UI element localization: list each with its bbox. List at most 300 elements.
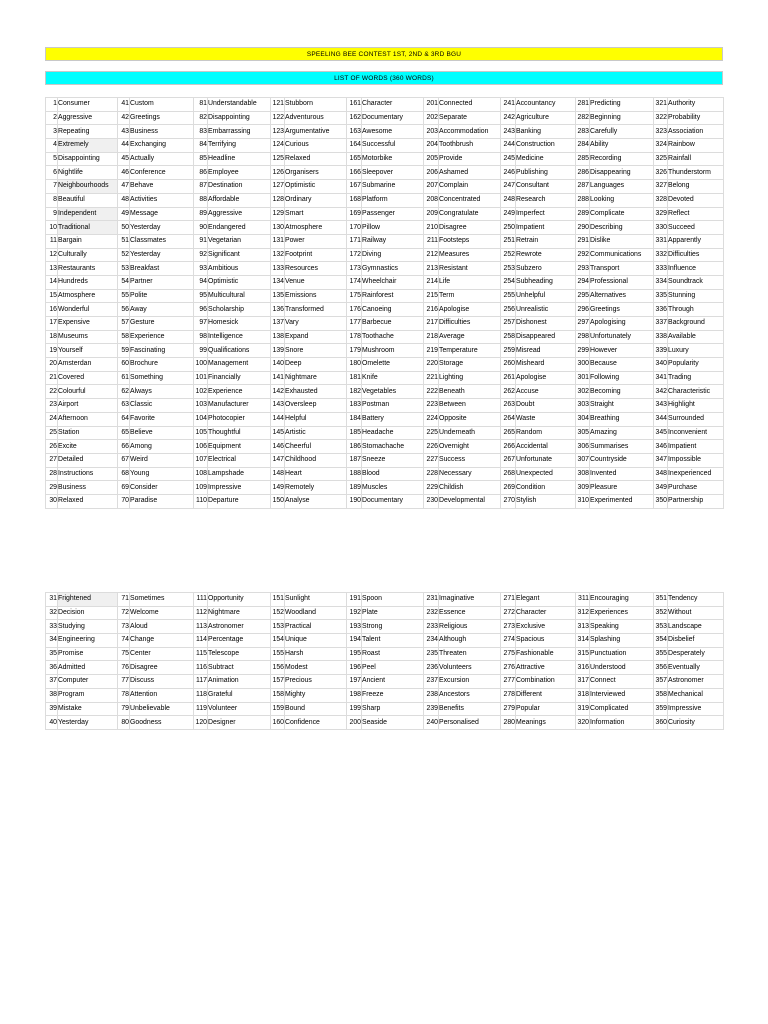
word-number: 180: [347, 358, 362, 372]
word-number: 292: [576, 248, 590, 262]
word-cell: Deep: [285, 358, 347, 372]
word-number: 296: [576, 303, 590, 317]
word-cell: Authority: [668, 98, 724, 112]
word-cell: Gesture: [130, 317, 194, 331]
word-cell: Venue: [285, 275, 347, 289]
word-cell: Breakfast: [130, 262, 194, 276]
word-cell: Breathing: [590, 412, 654, 426]
word-number: 325: [654, 152, 668, 166]
word-number: 188: [347, 467, 362, 481]
word-cell: Atmosphere: [285, 221, 347, 235]
word-cell: Amazing: [590, 426, 654, 440]
word-cell: Emissions: [285, 289, 347, 303]
word-cell: Temperature: [439, 344, 501, 358]
word-cell: Subheading: [516, 275, 576, 289]
word-number: 123: [271, 125, 285, 139]
word-cell: Nightmare: [208, 606, 271, 620]
word-number: 52: [118, 248, 130, 262]
word-cell: Concentrated: [439, 193, 501, 207]
word-number: 245: [501, 152, 516, 166]
word-number: 339: [654, 344, 668, 358]
word-number: 193: [347, 620, 362, 634]
word-cell: Difficulties: [439, 317, 501, 331]
word-cell: Plate: [362, 606, 424, 620]
word-number: 215: [424, 289, 439, 303]
word-cell: Aggressive: [58, 111, 118, 125]
word-number: 17: [46, 317, 58, 331]
word-number: 112: [194, 606, 208, 620]
word-table-block-1: [45, 97, 724, 509]
word-cell: Accidental: [516, 440, 576, 454]
word-number: 269: [501, 481, 516, 495]
word-number: 228: [424, 467, 439, 481]
word-cell: Desperately: [668, 647, 724, 661]
word-number: 142: [271, 385, 285, 399]
word-number: 329: [654, 207, 668, 221]
word-number: 222: [424, 385, 439, 399]
word-number: 135: [271, 289, 285, 303]
word-number: 204: [424, 139, 439, 153]
word-number: 81: [194, 98, 208, 112]
word-cell: Instructions: [58, 467, 118, 481]
word-cell: Amsterdan: [58, 358, 118, 372]
word-cell: Rainfall: [668, 152, 724, 166]
word-number: 344: [654, 412, 668, 426]
word-number: 352: [654, 606, 668, 620]
word-cell: Alternatives: [590, 289, 654, 303]
word-number: 53: [118, 262, 130, 276]
table-row: [46, 675, 724, 689]
word-cell: Culturally: [58, 248, 118, 262]
word-cell: Overnight: [439, 440, 501, 454]
word-cell: Apologising: [590, 317, 654, 331]
word-number: 232: [424, 606, 439, 620]
word-number: 324: [654, 139, 668, 153]
word-number: 113: [194, 620, 208, 634]
word-cell: Optimistic: [285, 180, 347, 194]
word-cell: Connect: [590, 675, 654, 689]
word-cell: Destination: [208, 180, 271, 194]
word-cell: Detailed: [58, 453, 118, 467]
word-number: 89: [194, 207, 208, 221]
word-cell: Footsteps: [439, 234, 501, 248]
word-cell: Financially: [208, 371, 271, 385]
word-number: 237: [424, 675, 439, 689]
word-cell: Luxury: [668, 344, 724, 358]
word-number: 140: [271, 358, 285, 372]
word-cell: Roast: [362, 647, 424, 661]
word-number: 341: [654, 371, 668, 385]
word-number: 199: [347, 702, 362, 716]
word-number: 18: [46, 330, 58, 344]
word-number: 136: [271, 303, 285, 317]
word-cell: Astronomer: [208, 620, 271, 634]
word-cell: Stomachache: [362, 440, 424, 454]
word-number: 107: [194, 453, 208, 467]
word-cell: Attention: [130, 688, 194, 702]
table-row: [46, 481, 724, 495]
word-cell: Knife: [362, 371, 424, 385]
word-number: 244: [501, 139, 516, 153]
word-number: 211: [424, 234, 439, 248]
word-cell: Practical: [285, 620, 347, 634]
word-number: 307: [576, 453, 590, 467]
word-number: 261: [501, 371, 516, 385]
word-cell: Impatient: [668, 440, 724, 454]
word-number: 129: [271, 207, 285, 221]
word-cell: Stubborn: [285, 98, 347, 112]
table-row: [46, 412, 724, 426]
word-cell: Pillow: [362, 221, 424, 235]
word-cell: Optimistic: [208, 275, 271, 289]
word-cell: Vary: [285, 317, 347, 331]
word-number: 227: [424, 453, 439, 467]
word-cell: Astronomer: [668, 675, 724, 689]
word-cell: Understood: [590, 661, 654, 675]
word-cell: Necessary: [439, 467, 501, 481]
word-cell: Summarises: [590, 440, 654, 454]
table-row: [46, 152, 724, 166]
word-cell: Disbelief: [668, 634, 724, 648]
word-number: 103: [194, 399, 208, 413]
word-number: 105: [194, 426, 208, 440]
table-row: [46, 303, 724, 317]
word-number: 300: [576, 358, 590, 372]
word-number: 99: [194, 344, 208, 358]
word-cell: Popularity: [668, 358, 724, 372]
word-number: 165: [347, 152, 362, 166]
word-number: 158: [271, 688, 285, 702]
word-number: 288: [576, 193, 590, 207]
word-cell: Awesome: [362, 125, 424, 139]
word-number: 75: [118, 647, 130, 661]
word-cell: Freeze: [362, 688, 424, 702]
word-cell: Storage: [439, 358, 501, 372]
word-number: 192: [347, 606, 362, 620]
word-cell: Mechanical: [668, 688, 724, 702]
word-cell: Through: [668, 303, 724, 317]
word-cell: Character: [516, 606, 576, 620]
word-number: 284: [576, 139, 590, 153]
word-cell: Engineering: [58, 634, 118, 648]
word-cell: Disagree: [130, 661, 194, 675]
word-cell: Sunlight: [285, 593, 347, 607]
word-number: 275: [501, 647, 516, 661]
word-cell: Embarrassing: [208, 125, 271, 139]
word-cell: Lighting: [439, 371, 501, 385]
word-number: 59: [118, 344, 130, 358]
word-number: 69: [118, 481, 130, 495]
word-number: 267: [501, 453, 516, 467]
word-number: 233: [424, 620, 439, 634]
word-cell: Confidence: [285, 716, 347, 730]
word-cell: Congratulate: [439, 207, 501, 221]
word-number: 250: [501, 221, 516, 235]
word-number: 153: [271, 620, 285, 634]
word-number: 273: [501, 620, 516, 634]
word-cell: Expensive: [58, 317, 118, 331]
word-cell: Toothache: [362, 330, 424, 344]
table-row: [46, 262, 724, 276]
table-row: [46, 453, 724, 467]
word-cell: Behave: [130, 180, 194, 194]
word-cell: Apologise: [439, 303, 501, 317]
word-number: 144: [271, 412, 285, 426]
word-cell: Professional: [590, 275, 654, 289]
word-cell: Intelligence: [208, 330, 271, 344]
word-cell: Tendency: [668, 593, 724, 607]
word-number: 97: [194, 317, 208, 331]
word-number: 31: [46, 593, 58, 607]
word-cell: Fascinating: [130, 344, 194, 358]
word-number: 186: [347, 440, 362, 454]
word-cell: Combination: [516, 675, 576, 689]
word-cell: Predicting: [590, 98, 654, 112]
word-number: 44: [118, 139, 130, 153]
word-cell: Exchanging: [130, 139, 194, 153]
word-number: 21: [46, 371, 58, 385]
word-number: 231: [424, 593, 439, 607]
word-cell: Discuss: [130, 675, 194, 689]
word-number: 174: [347, 275, 362, 289]
word-cell: Actually: [130, 152, 194, 166]
word-number: 326: [654, 166, 668, 180]
word-number: 119: [194, 702, 208, 716]
word-cell: Mushroom: [362, 344, 424, 358]
word-number: 276: [501, 661, 516, 675]
word-number: 73: [118, 620, 130, 634]
word-cell: Stunning: [668, 289, 724, 303]
word-cell: Affordable: [208, 193, 271, 207]
word-cell: Heart: [285, 467, 347, 481]
word-cell: Thoughtful: [208, 426, 271, 440]
word-number: 189: [347, 481, 362, 495]
word-number: 72: [118, 606, 130, 620]
word-number: 294: [576, 275, 590, 289]
word-number: 71: [118, 593, 130, 607]
word-number: 206: [424, 166, 439, 180]
word-cell: Ability: [590, 139, 654, 153]
word-number: 295: [576, 289, 590, 303]
table-row: [46, 620, 724, 634]
word-number: 347: [654, 453, 668, 467]
word-cell: Popular: [516, 702, 576, 716]
word-number: 253: [501, 262, 516, 276]
word-number: 171: [347, 234, 362, 248]
word-number: 286: [576, 166, 590, 180]
word-cell: Equipment: [208, 440, 271, 454]
word-number: 305: [576, 426, 590, 440]
word-cell: Religious: [439, 620, 501, 634]
word-cell: Character: [362, 98, 424, 112]
table-row: [46, 248, 724, 262]
word-number: 4: [46, 139, 58, 153]
word-number: 27: [46, 453, 58, 467]
word-number: 79: [118, 702, 130, 716]
word-cell: Complicated: [590, 702, 654, 716]
word-number: 224: [424, 412, 439, 426]
word-number: 7: [46, 180, 58, 194]
word-number: 10: [46, 221, 58, 235]
word-cell: Atmosphere: [58, 289, 118, 303]
word-cell: Classmates: [130, 234, 194, 248]
word-number: 247: [501, 180, 516, 194]
word-cell: Benefits: [439, 702, 501, 716]
word-number: 315: [576, 647, 590, 661]
word-number: 248: [501, 193, 516, 207]
word-cell: Percentage: [208, 634, 271, 648]
word-number: 162: [347, 111, 362, 125]
word-cell: Animation: [208, 675, 271, 689]
word-cell: Repeating: [58, 125, 118, 139]
word-number: 342: [654, 385, 668, 399]
word-cell: Center: [130, 647, 194, 661]
word-number: 255: [501, 289, 516, 303]
word-cell: Languages: [590, 180, 654, 194]
word-number: 101: [194, 371, 208, 385]
word-number: 191: [347, 593, 362, 607]
word-cell: Experiences: [590, 606, 654, 620]
word-cell: Classic: [130, 399, 194, 413]
word-cell: Talent: [362, 634, 424, 648]
word-number: 33: [46, 620, 58, 634]
word-cell: Impressive: [208, 481, 271, 495]
word-number: 293: [576, 262, 590, 276]
word-cell: Station: [58, 426, 118, 440]
word-number: 345: [654, 426, 668, 440]
word-cell: Designer: [208, 716, 271, 730]
word-cell: Different: [516, 688, 576, 702]
word-number: 238: [424, 688, 439, 702]
word-cell: Sleepover: [362, 166, 424, 180]
word-number: 122: [271, 111, 285, 125]
word-number: 327: [654, 180, 668, 194]
word-number: 43: [118, 125, 130, 139]
word-cell: Consumer: [58, 98, 118, 112]
word-number: 221: [424, 371, 439, 385]
word-number: 15: [46, 289, 58, 303]
word-number: 280: [501, 716, 516, 730]
word-cell: Success: [439, 453, 501, 467]
word-number: 197: [347, 675, 362, 689]
word-number: 58: [118, 330, 130, 344]
word-cell: Without: [668, 606, 724, 620]
word-number: 145: [271, 426, 285, 440]
word-number: 38: [46, 688, 58, 702]
word-number: 156: [271, 661, 285, 675]
table-row: [46, 234, 724, 248]
word-cell: Conference: [130, 166, 194, 180]
word-cell: Succeed: [668, 221, 724, 235]
word-number: 63: [118, 399, 130, 413]
word-cell: Sharp: [362, 702, 424, 716]
word-number: 6: [46, 166, 58, 180]
word-cell: Muscles: [362, 481, 424, 495]
word-number: 185: [347, 426, 362, 440]
word-number: 96: [194, 303, 208, 317]
word-number: 214: [424, 275, 439, 289]
word-cell: Life: [439, 275, 501, 289]
word-cell: Peel: [362, 661, 424, 675]
word-number: 223: [424, 399, 439, 413]
word-cell: Childhood: [285, 453, 347, 467]
word-number: 110: [194, 494, 208, 508]
word-number: 182: [347, 385, 362, 399]
word-cell: Rainforest: [362, 289, 424, 303]
word-cell: Devoted: [668, 193, 724, 207]
word-cell: Activities: [130, 193, 194, 207]
word-number: 256: [501, 303, 516, 317]
table-row: [46, 647, 724, 661]
table-row: [46, 440, 724, 454]
word-number: 217: [424, 317, 439, 331]
word-cell: Carefully: [590, 125, 654, 139]
word-number: 306: [576, 440, 590, 454]
word-number: 351: [654, 593, 668, 607]
word-number: 169: [347, 207, 362, 221]
word-number: 170: [347, 221, 362, 235]
word-cell: Understandable: [208, 98, 271, 112]
table-row: [46, 330, 724, 344]
word-cell: Misread: [516, 344, 576, 358]
word-number: 78: [118, 688, 130, 702]
word-number: 56: [118, 303, 130, 317]
word-cell: Speaking: [590, 620, 654, 634]
word-cell: Eventually: [668, 661, 724, 675]
word-cell: Nightmare: [285, 371, 347, 385]
word-number: 299: [576, 344, 590, 358]
word-number: 23: [46, 399, 58, 413]
word-cell: Banking: [516, 125, 576, 139]
word-number: 301: [576, 371, 590, 385]
word-cell: Aggressive: [208, 207, 271, 221]
word-number: 100: [194, 358, 208, 372]
table-row: [46, 289, 724, 303]
word-number: 36: [46, 661, 58, 675]
word-number: 115: [194, 647, 208, 661]
word-cell: Power: [285, 234, 347, 248]
word-cell: Exclusive: [516, 620, 576, 634]
word-number: 40: [46, 716, 58, 730]
word-number: 86: [194, 166, 208, 180]
word-cell: Argumentative: [285, 125, 347, 139]
word-cell: Railway: [362, 234, 424, 248]
word-cell: Headache: [362, 426, 424, 440]
word-number: 338: [654, 330, 668, 344]
word-cell: Goodness: [130, 716, 194, 730]
table-row: [46, 193, 724, 207]
word-number: 251: [501, 234, 516, 248]
word-cell: Impressive: [668, 702, 724, 716]
table-row: [46, 358, 724, 372]
word-cell: Relaxed: [58, 494, 118, 508]
word-cell: Telescope: [208, 647, 271, 661]
word-number: 360: [654, 716, 668, 730]
word-cell: Experience: [130, 330, 194, 344]
word-cell: Although: [439, 634, 501, 648]
word-cell: Documentary: [362, 111, 424, 125]
word-cell: Ashamed: [439, 166, 501, 180]
word-number: 312: [576, 606, 590, 620]
word-cell: Apparently: [668, 234, 724, 248]
word-cell: Imaginative: [439, 593, 501, 607]
word-cell: Subtract: [208, 661, 271, 675]
table-row: [46, 317, 724, 331]
word-cell: Partner: [130, 275, 194, 289]
word-number: 34: [46, 634, 58, 648]
word-cell: Unique: [285, 634, 347, 648]
word-number: 151: [271, 593, 285, 607]
